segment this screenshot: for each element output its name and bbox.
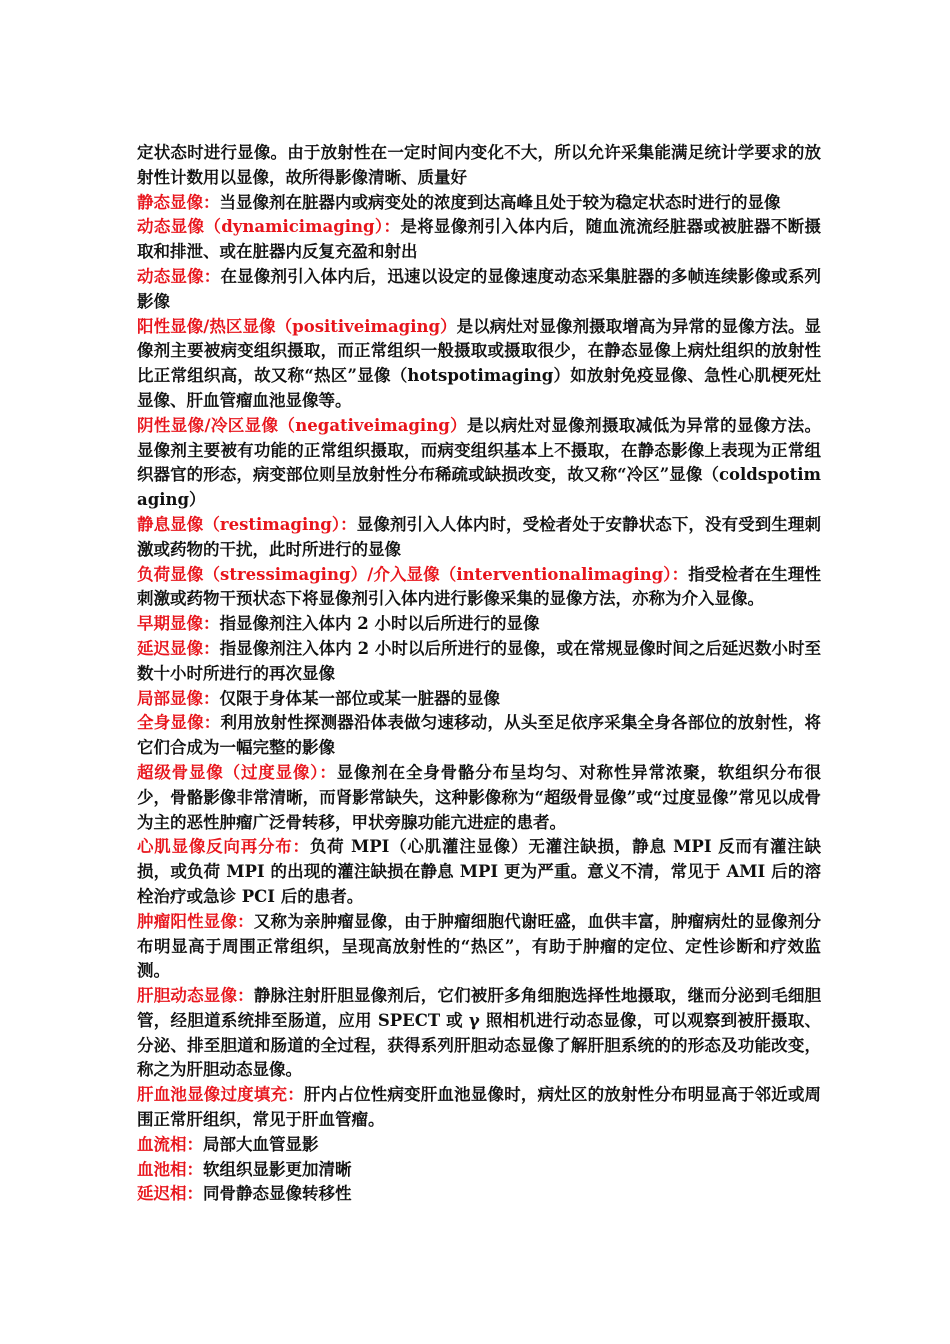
definition-text: 指显像剂注入体内 2 小时以后所进行的显像，或在常规显像时间之后延迟数小时至数十小时所进行的再次显像	[137, 638, 821, 683]
paragraph-4	[137, 315, 821, 414]
definition-text: 是以病灶对显像剂摄取增高为异常的显像方法。显像剂主要被病变组织摄取，而正常组织一般摄取或摄取很少，在静态显像上病灶组织的放射性比正常组织高，故又称“热区”显像（hotspotimaging）如放射免疫显像、急性心肌梗死灶显像、肝血管瘤血池显像等。	[137, 316, 822, 410]
paragraph-9	[137, 637, 821, 687]
definition-text: 是以病灶对显像剂摄取减低为异常的显像方法。显像剂主要被有功能的正常组织摄取，而病变组织基本上不摄取，在静态影像上表现为正常组织器官的形态，病变部位则呈放射性分布稀疏或缺损改变，故又称“冷区”显像（coldspotimaging）	[137, 415, 822, 510]
term-label: 早期显像：	[137, 614, 220, 634]
paragraph-1	[137, 191, 821, 216]
paragraph-6	[137, 513, 821, 563]
paragraph-7	[137, 563, 821, 613]
definition-text: 利用放射性探测器沿体表做匀速移动，从头至足依序采集全身各部位的放射性，将它们合成为一幅完整的影像	[137, 713, 821, 758]
paragraph-10	[137, 687, 821, 712]
term-label: 血流相：	[137, 1134, 203, 1154]
definition-text: 软组织显影更加清晰	[203, 1159, 352, 1179]
term-label: 动态显像（dynamicimaging）：	[137, 217, 401, 237]
definition-text: 仅限于身体某一部位或某一脏器的显像	[219, 688, 500, 708]
term-label: 全身显像：	[137, 713, 221, 733]
term-label: 延迟相：	[137, 1184, 203, 1204]
paragraph-0	[137, 141, 821, 191]
document-body	[137, 141, 821, 1207]
definition-text: 定状态时进行显像。由于放射性在一定时间内变化不大，所以允许采集能满足统计学要求的放射性计数用以显像，故所得影像清晰、质量好	[137, 143, 821, 187]
term-label: 肿瘤阳性显像：	[137, 911, 254, 931]
definition-text: 静脉注射肝胆显像剂后，它们被肝多角细胞选择性地摄取，继而分泌到毛细胆管，经胆道系统排至肠道，应用 SPECT 或 γ 照相机进行动态显像，可以观察到被肝摄取、分泌、排至胆道和肠道的全过程，获得系列肝胆动态显像了解肝胆系统的的形态及功能改变，称之为肝胆动态显像。	[137, 986, 821, 1080]
definition-text: 肝内占位性病变肝血池显像时，病灶区的放射性分布明显高于邻近或周围正常肝组织，常见于肝血管瘤。	[137, 1085, 821, 1130]
term-label: 负荷显像（stressimaging）/介入显像（interventionalimaging）：	[137, 564, 689, 584]
definition-text: 指显像剂注入体内 2 小时以后所进行的显像	[219, 614, 540, 634]
term-label: 静态显像：	[137, 192, 220, 212]
term-label: 超级骨显像（过度显像）：	[137, 762, 337, 782]
term-label: 阴性显像/冷区显像（negativeimaging）	[137, 415, 467, 435]
term-label: 阳性显像/热区显像（positiveimaging）	[137, 316, 457, 336]
paragraph-3	[137, 265, 821, 315]
paragraph-11	[137, 711, 821, 761]
definition-text: 显像剂引入人体内时，受检者处于安静状态下，没有受到生理刺激或药物的干扰，此时所进行的显像	[137, 514, 822, 559]
paragraph-16	[137, 1083, 821, 1133]
definition-text: 显像剂在全身骨骼分布呈均匀、对称性异常浓聚，软组织分布很少，骨骼影像非常清晰，而肾影常缺失，这种影像称为“超级骨显像”或“过度显像”常见以成骨为主的恶性肿瘤广泛骨转移，甲状旁腺功能亢进症的患者。	[137, 762, 822, 832]
term-label: 肝血池显像过度填充：	[137, 1085, 304, 1105]
paragraph-15	[137, 984, 821, 1083]
term-label: 心肌显像反向再分布：	[137, 837, 310, 857]
paragraph-14	[137, 910, 821, 984]
term-label: 延迟显像：	[137, 638, 220, 658]
paragraph-13	[137, 835, 821, 909]
definition-text: 是将显像剂引入体内后，随血流流经脏器或被脏器不断摄取和排泄、或在脏器内反复充盈和射出	[137, 217, 822, 262]
paragraph-8	[137, 612, 821, 637]
paragraph-18	[137, 1158, 821, 1183]
definition-text: 当显像剂在脏器内或病变处的浓度到达高峰且处于较为稳定状态时进行的显像	[219, 192, 781, 212]
term-label: 动态显像：	[137, 266, 221, 286]
definition-text: 在显像剂引入体内后，迅速以设定的显像速度动态采集脏器的多帧连续影像或系列影像	[137, 266, 821, 311]
term-label: 局部显像：	[137, 688, 220, 708]
paragraph-2	[137, 215, 821, 265]
paragraph-17	[137, 1133, 821, 1158]
paragraph-5	[137, 414, 821, 513]
term-label: 静息显像（restimaging）：	[137, 514, 357, 534]
definition-text: 负荷 MPI（心肌灌注显像）无灌注缺损，静息 MPI 反而有灌注缺损，或负荷 MPI 的出现的灌注缺损在静息 MPI 更为严重。意义不清，常见于 AMI 后的溶栓治疗或急诊 PCI 后的患者。	[137, 837, 822, 906]
term-label: 血池相：	[137, 1159, 203, 1179]
paragraph-19	[137, 1182, 821, 1207]
term-label: 肝胆动态显像：	[137, 986, 254, 1006]
definition-text: 指受检者在生理性刺激或药物干预状态下将显像剂引入体内进行影像采集的显像方法，亦称为介入显像。	[137, 564, 821, 609]
definition-text: 同骨静态显像转移性	[203, 1184, 352, 1204]
definition-text: 局部大血管显影	[203, 1134, 319, 1154]
paragraph-12	[137, 761, 821, 835]
definition-text: 又称为亲肿瘤显像，由于肿瘤细胞代谢旺盛，血供丰富，肿瘤病灶的显像剂分布明显高于周围正常组织，呈现高放射性的“热区”，有助于肿瘤的定位、定性诊断和疗效监测。	[137, 911, 821, 981]
